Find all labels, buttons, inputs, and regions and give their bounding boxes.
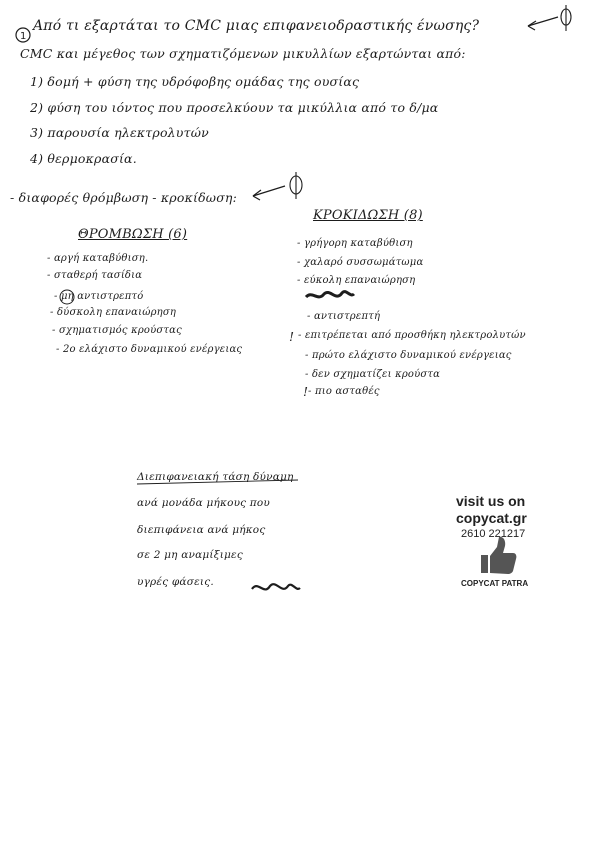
factor-3: 3) παρουσία ηλεκτρολυτών [30, 125, 209, 140]
factor-1: 1) δομή + φύση της υδρόφοβης ομάδας της ουσίας [30, 74, 360, 89]
comparison-title: - διαφορές θρόμβωση - κροκίδωση: [10, 190, 238, 205]
note-line: διεπιφάνεια ανά μήκος [137, 524, 266, 536]
flocculation-item: - επιτρέπεται από προσθήκη ηλεκτρολυτών [298, 330, 526, 341]
flocculation-item: - πιο ασταθές [308, 386, 380, 397]
scribble-note [252, 584, 300, 589]
flocculation-heading: ΚΡΟΚΙΔΩΣΗ (8) [313, 208, 423, 223]
arrow-head-top [528, 21, 536, 30]
scribble-left [306, 292, 354, 297]
exclamation-mark: ! [303, 384, 309, 399]
thrombosis-item: - μη αντιστρεπτό [54, 291, 144, 302]
thrombosis-item: - δύσκολη επαναιώρηση [50, 307, 177, 318]
arrow-line-mid [253, 186, 285, 196]
ad-phone: 2610 221217 [461, 528, 526, 540]
ad-website: copycat.gr [456, 510, 527, 526]
thrombosis-item: - σταθερή τασίδια [47, 270, 143, 281]
note-line: υγρές φάσεις. [137, 576, 214, 588]
exclamation-mark: ! [289, 329, 295, 344]
factor-4: 4) θερμοκρασία. [30, 151, 137, 166]
ad-line-visit: visit us on [456, 493, 526, 509]
flocculation-item: - δεν σχηματίζει κρούστα [305, 369, 441, 380]
thumbs-up-icon [481, 537, 516, 574]
thrombosis-item: - σχηματισμός κρούστας [52, 325, 182, 336]
flocculation-item: - χαλαρό συσσωμάτωμα [297, 257, 424, 268]
flocculation-item: - γρήγορη καταβύθιση [297, 238, 413, 249]
note-line: ανά μονάδα μήκους που [137, 497, 270, 509]
flocculation-item: - εύκολη επαναιώρηση [297, 275, 416, 286]
arrow-line-top [528, 17, 558, 26]
thrombosis-heading: ΘΡΟΜΒΩΣΗ (6) [78, 227, 188, 242]
ad-brand: COPYCAT PATRA [461, 579, 529, 588]
question-number: 1 [20, 31, 27, 42]
note-line: σε 2 μη αναμίξιμες [137, 549, 243, 561]
question-title: Από τι εξαρτάται το CMC μιας επιφανειοδραστικής ένωσης? [33, 18, 480, 34]
thrombosis-item: - αργή καταβύθιση. [47, 253, 149, 264]
factor-2: 2) φύση του ιόντος που προσελκύουν τα μικύλλια από το δ/μα [30, 100, 439, 115]
flocculation-item: - αντιστρεπτή [307, 311, 381, 322]
note-line: Διεπιφανειακή τάση δύναμη [137, 471, 294, 483]
thrombosis-item: - 2ο ελάχιστο δυναμικού ενέργειας [56, 344, 243, 355]
flocculation-item: - πρώτο ελάχιστο δυναμικού ενέργειας [305, 350, 512, 361]
question-intro: CMC και μέγεθος των σχηματιζόμενων μικυλλίων εξαρτώνται από: [20, 46, 466, 61]
